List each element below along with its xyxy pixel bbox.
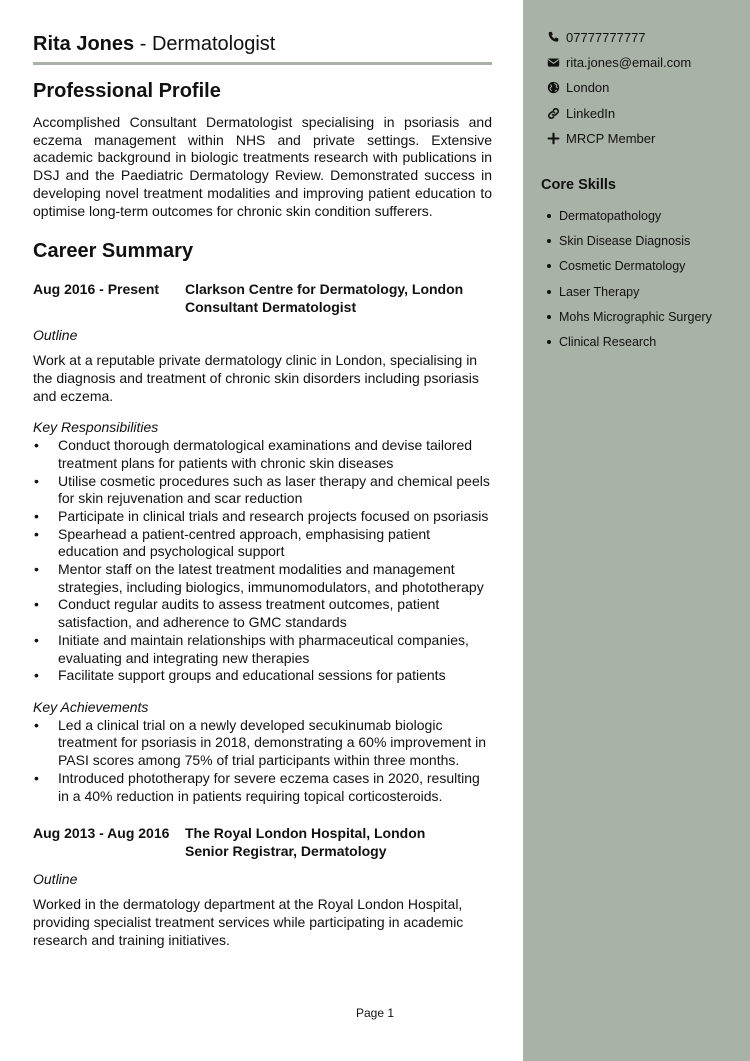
job-title: Dermatologist [151, 33, 276, 55]
list-item: • Spearhead a patient-centred approach, emphasising patient education and psychological support [33, 526, 492, 561]
contact-phone[interactable] [547, 25, 691, 50]
skill-item: Laser Therapy [547, 282, 712, 307]
list-item: • Led a clinical trial on a newly developed secukinumab biologic treatment for psoriasis in 2018, demonstrating a 60% improvement in PASI scores among 75% of trial participants within three months. [33, 717, 492, 770]
outline-text: Work at a reputable private dermatology clinic in London, specialising in the diagnosis and treatment of chronic skin disorders including psoriasis and eczema. [33, 352, 479, 404]
job-dates: Aug 2016 - Present [33, 281, 160, 298]
contact-email[interactable] [547, 50, 691, 75]
page-footer [0, 1006, 750, 1020]
outline-label: Outline [33, 326, 78, 343]
contact-linkedin[interactable] [547, 101, 691, 126]
list-item: • Conduct thorough dermatological examinations and devise tailored treatment plans for patients with chronic skin diseases [33, 437, 492, 472]
skills-list [547, 206, 712, 357]
achievements-list [33, 717, 492, 806]
email-text: rita.jones@email.com [566, 55, 692, 71]
achievements-label: Key Achievements [33, 698, 149, 715]
contact-membership [547, 126, 691, 151]
contact-location [547, 75, 691, 100]
profile-heading: Professional Profile [33, 80, 221, 102]
contact-list [547, 25, 691, 151]
globe-icon [547, 81, 560, 94]
list-item: • Introduced phototherapy for severe eczema cases in 2020, resulting in a 40% reduction in patients requiring topical corticosteroids. [33, 770, 492, 805]
job-role: Senior Registrar, Dermatology [185, 842, 387, 859]
career-heading: Career Summary [33, 240, 194, 263]
outline-text: Worked in the dermatology department at the Royal London Hospital, providing specialist treatment services while participating in academic research and training initiatives. [33, 896, 464, 948]
phone-text: 07777777777 [566, 30, 646, 46]
responsibilities-label: Key Responsibilities [33, 419, 159, 436]
responsibilities-list [33, 437, 492, 685]
location-text: London [566, 80, 610, 96]
skill-item: Skin Disease Diagnosis [547, 231, 712, 256]
skill-item: Mohs Micrographic Surgery [547, 307, 712, 332]
skills-heading: Core Skills [541, 177, 616, 193]
envelope-icon [547, 56, 560, 69]
job-employer: The Royal London Hospital, London [185, 825, 426, 842]
header-rule [33, 62, 492, 65]
job-header [33, 281, 492, 316]
membership-text: MRCP Member [566, 130, 656, 146]
phone-icon [547, 31, 560, 44]
profile-text: Accomplished Consultant Dermatologist specialising in psoriasis and eczema management within NHS and private settings. Extensive academic background in biologic treatments research with publications in DSJ and the Paediatric Dermatology Review. Demonstrated success in developing novel treatment modalities and improving patient education to optimise long-term outcomes for chronic skin condition sufferers. [33, 114, 492, 219]
plus-icon [547, 132, 560, 145]
link-icon [547, 107, 560, 120]
list-item: • Conduct regular audits to assess treatment outcomes, patient satisfaction, and adherence to GMC standards [33, 596, 492, 631]
person-name: Rita Jones [33, 33, 135, 55]
skill-item: Cosmetic Dermatology [547, 256, 712, 281]
list-item: • Facilitate support groups and educational sessions for patients [33, 667, 492, 685]
sidebar [523, 0, 750, 1061]
skill-item: Dermatopathology [547, 206, 712, 231]
job-dates: Aug 2013 - Aug 2016 [33, 825, 170, 842]
name-title: Rita Jones - Dermatologist [33, 33, 276, 55]
linkedin-text: LinkedIn [566, 105, 616, 121]
list-item: • Mentor staff on the latest treatment modalities and management strategies, including biologics, immunomodulators, and phototherapy [33, 561, 492, 596]
job-header [33, 825, 492, 860]
list-item: • Participate in clinical trials and research projects focused on psoriasis [33, 508, 492, 526]
list-item: • Utilise cosmetic procedures such as laser therapy and chemical peels for skin rejuvenation and scar reduction [33, 473, 492, 508]
main-column [33, 30, 492, 949]
job-employer: Clarkson Centre for Dermatology, London [185, 281, 464, 298]
page-number: Page 1 [355, 1006, 395, 1020]
list-item: • Initiate and maintain relationships with pharmaceutical companies, evaluating and integrating new therapies [33, 632, 492, 667]
outline-label: Outline [33, 870, 78, 887]
job-role: Consultant Dermatologist [185, 298, 357, 315]
skill-item: Clinical Research [547, 332, 712, 357]
